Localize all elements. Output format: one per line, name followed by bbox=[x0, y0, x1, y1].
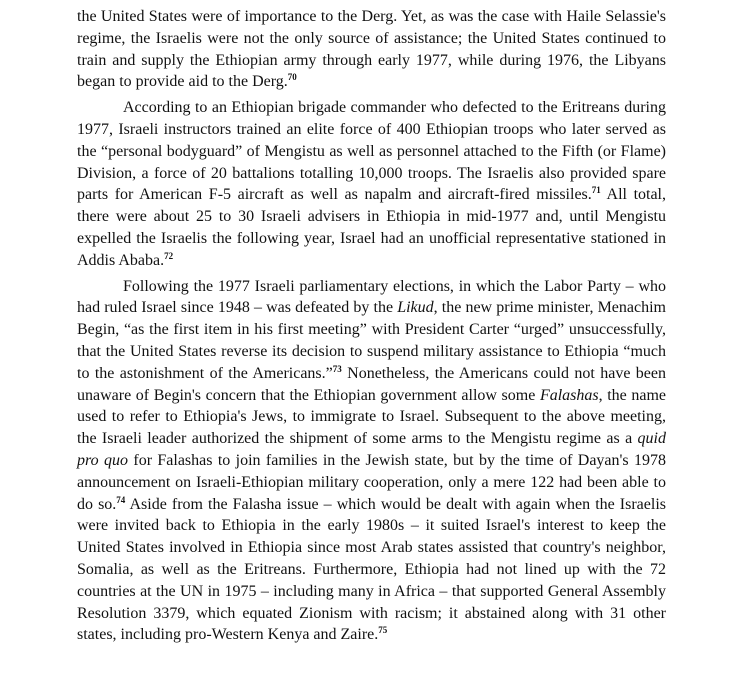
footnote-reference: 75 bbox=[378, 625, 388, 636]
footnote-reference: 73 bbox=[332, 363, 342, 374]
text-run: Aside from the Falasha issue – which would be dealt with again when the Israelis were invited back to Ethiopia in the early 1980s – it suited Israel's interest to keep the United States involved in Ethiopia since most Arab states assisted that country's neighbor, Somalia, as well as the Eritreans. Furthermore, Ethiopia had not lined up with the 72 countries at the UN in 1975 – including many in Africa – that supported General Assembly Resolution 3379, which equated Zionism with racism; it abstained along with 31 other states, including pro-Western Kenya and Zaire. bbox=[77, 495, 666, 644]
text-run: Following the 1977 Israeli parliamentary elections, in which the Labor Party – who had ruled Israel since 1948 – was defeated by the bbox=[77, 277, 666, 317]
body-text bbox=[77, 6, 666, 646]
text-run: All total, there were about 25 to 30 Israeli advisers in Ethiopia in mid-1977 and, until Mengistu expelled the Israelis the following year, Israel had an unofficial representative stationed in Addis Ababa. bbox=[77, 186, 667, 269]
italic-term: Falashas bbox=[539, 386, 599, 404]
text-run: According to an Ethiopian brigade commander who defected to the Eritreans during 1977, Israeli instructors trained an elite force of 400 Ethiopian troops who later served as the “personal bodyguard” of Mengistu as well as personnel attached to the Fifth (or Flame) Division, a force of 20 battalions totalling 10,000 troops. The Israelis also provided spare parts for American F-5 aircraft as well as napalm and aircraft-fired missiles. bbox=[77, 99, 666, 204]
paragraph bbox=[77, 97, 666, 271]
footnote-reference: 72 bbox=[164, 250, 174, 261]
paragraph bbox=[77, 276, 666, 647]
italic-term: Likud bbox=[397, 299, 434, 317]
text-run: , the name used to refer to Ethiopia's Jews, to immigrate to Israel. Subsequent to the above meeting, the Israeli leader authorized the shipment of some arms to the Mengistu regime as a bbox=[77, 386, 666, 448]
text-run: the United States were of importance to the Derg. Yet, as was the case with Haile Selassie's regime, the Israelis were not the only source of assistance; the United States continued to train and supply the Ethiopian army through early 1977, while during 1976, the Libyans began to provide aid to the Derg. bbox=[77, 8, 666, 91]
text-run: for Falashas to join families in the Jewish state, but by the time of Dayan's 1978 announcement on Israeli-Ethiopian military cooperation, only a mere 122 had been able to do so. bbox=[77, 451, 666, 513]
text-run: , the new prime minister, Menachim Begin, “as the first item in his first meeting” with President Carter “urged” unsuccessfully, that the United States reverse its decision to suspend military assistance to Ethiopia “much to the astonishment of the Americans.” bbox=[77, 299, 666, 382]
text-run: Nonetheless, the Americans could not have been unaware of Begin's concern that the Ethiopian government allow some bbox=[77, 364, 666, 404]
paragraph bbox=[77, 6, 666, 93]
footnote-reference: 74 bbox=[116, 494, 126, 505]
footnote-reference: 71 bbox=[591, 185, 601, 196]
footnote-reference: 70 bbox=[287, 72, 297, 83]
italic-term: quid pro quo bbox=[77, 430, 666, 469]
